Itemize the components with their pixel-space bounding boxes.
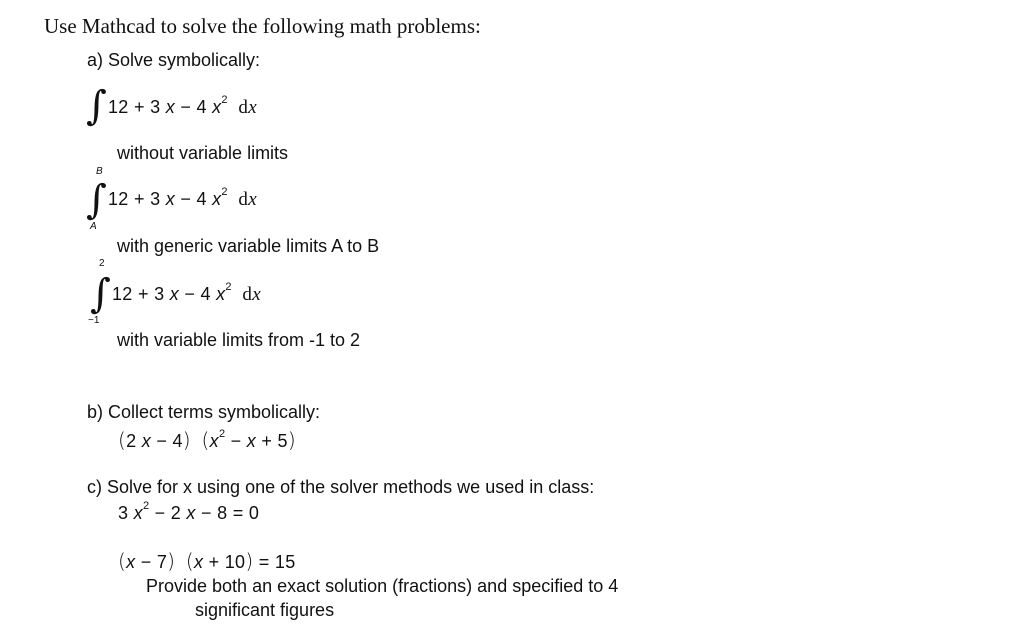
integral-2-note: with generic variable limits A to B — [117, 236, 380, 256]
page-heading: Use Mathcad to solve the following math problems: — [44, 14, 481, 38]
part-c-label: c) Solve for x using one of the solver methods we used in class: — [87, 477, 595, 497]
upper-limit: B — [96, 166, 103, 177]
integral-3 — [86, 258, 286, 330]
part-b-expression: (2 x − 4) $(x^2 - x + 5)$ — [118, 428, 296, 452]
integral-1 — [86, 83, 286, 130]
integral-sign: ∫ — [90, 271, 111, 317]
part-c-instruction-line-1: Provide both an exact solution (fractions) and specified to 4 — [146, 576, 619, 596]
part-c-instruction-line-2: significant figures — [195, 600, 335, 620]
upper-limit: 2 — [99, 258, 105, 269]
integral-sign: ∫ — [86, 177, 107, 223]
lower-limit: −1 — [88, 315, 100, 326]
part-c-equation-2: (x − 7) (x + 10) = 15 — [118, 549, 296, 573]
integral-3-integrand: 12 + 3 x − 4 $x^2$ dx — [112, 281, 261, 305]
lower-limit: A — [90, 221, 97, 232]
integral-1-note: without variable limits — [117, 143, 289, 163]
integral-3-note: with variable limits from -1 to 2 — [117, 330, 361, 350]
integral-sign: ∫ — [86, 83, 107, 129]
integral-1-integrand: 12 + 3 x − 4 $x^2$ dx — [108, 94, 257, 118]
integral-2 — [86, 166, 286, 236]
integral-2-integrand: 12 + 3 x − 4 $x^2$ dx — [108, 186, 257, 210]
part-a-label: a) Solve symbolically: — [87, 50, 261, 70]
part-b-label: b) Collect terms symbolically: — [87, 402, 321, 422]
part-c-equation-1: 3 $x^2 - 2$ x − 8 = 0 — [118, 500, 260, 523]
